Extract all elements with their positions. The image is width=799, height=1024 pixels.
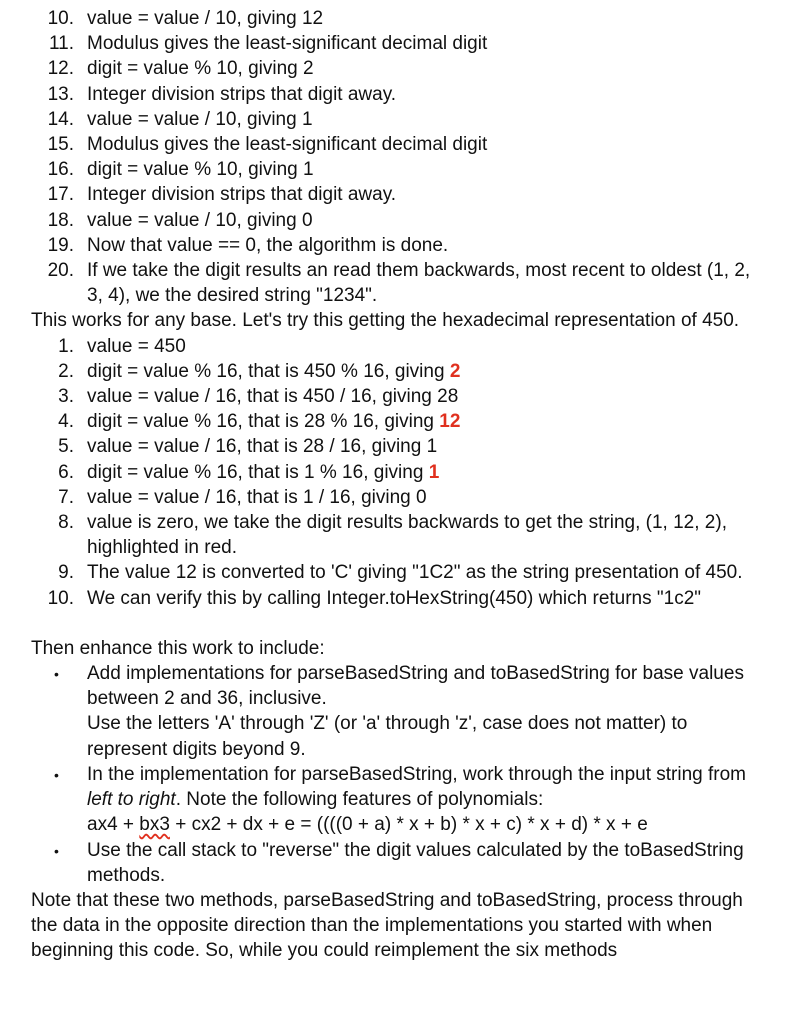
list-item: 10. We can verify this by calling Integer.toHexString(450) which returns "1c2" (47, 587, 702, 609)
list-item: 17. Integer division strips that digit away. (47, 184, 397, 206)
list-item: 18. value = value / 10, giving 0 (47, 209, 313, 231)
list-item: 8. value is zero, we take the digit results backwards to get the string, (1, 12, 2), highlighted in red. (58, 512, 727, 559)
list-item: 3. value = value / 16, that is 450 / 16, giving 28 (58, 386, 459, 408)
highlighted-digit: 1 (428, 461, 440, 483)
bullet-marker: • (54, 666, 59, 683)
bullet-marker: • (54, 842, 59, 859)
list-item: 11. Modulus gives the least-significant decimal digit (48, 33, 488, 55)
bullet-item: • Add implementations for parseBasedString and toBasedString for base values between 2 and 36, inclusive. Use the letters 'A' through 'Z' (or 'a' through 'z', case does not matter) to represent digits beyond 9. (54, 663, 744, 760)
list-item: 14. value = value / 10, giving 1 (47, 108, 313, 130)
bullet-item: • Use the call stack to "reverse" the digit values calculated by the toBasedString methods. (54, 839, 744, 886)
list-item: 4. digit = value % 16, that is 28 % 16, giving 12 (58, 411, 461, 433)
enhancement-bullets (31, 661, 771, 888)
list-item: 6. digit = value % 16, that is 1 % 16, giving 1 (58, 461, 440, 483)
list-item: 13. Integer division strips that digit away. (47, 83, 397, 105)
bullet-marker: • (54, 766, 59, 783)
document-body (31, 6, 771, 964)
spellcheck-underline: bx3 (139, 814, 170, 836)
hex-intro-paragraph: This works for any base. Let's try this getting the hexadecimal representation of 450. (31, 310, 740, 332)
list-item: 2. digit = value % 16, that is 450 % 16, giving 2 (58, 360, 461, 382)
polynomial-formula: ax4 + bx3 + cx2 + dx + e = ((((0 + a) * x + b) * x + c) * x + d) * x + e (87, 814, 648, 836)
hex-steps-list (31, 334, 771, 611)
list-item: 15. Modulus gives the least-significant decimal digit (47, 134, 488, 156)
highlighted-digit: 12 (439, 411, 461, 433)
list-item: 7. value = value / 16, that is 1 / 16, giving 0 (58, 486, 427, 508)
list-item: 1. value = 450 (58, 335, 186, 357)
closing-paragraph: Note that these two methods, parseBasedString and toBasedString, process through the data in the opposite direction than the implementations you started with when beginning this code. So, while you could reimplement the six methods (31, 889, 743, 962)
enhance-heading: Then enhance this work to include: (31, 637, 325, 659)
list-item: 9. The value 12 is converted to 'C' giving "1C2" as the string presentation of 450. (58, 562, 743, 584)
list-item: 20. If we take the digit results an read them backwards, most recent to oldest (1, 2, 3, 4), we the desired string "1234". (47, 260, 751, 307)
list-item: 12. digit = value % 10, giving 2 (47, 58, 314, 80)
spacer (31, 611, 771, 636)
list-item: 19. Now that value == 0, the algorithm is done. (47, 234, 449, 256)
list-item: 16. digit = value % 10, giving 1 (47, 159, 314, 181)
list-item: 10. value = value / 10, giving 12 (47, 8, 324, 29)
list-item: 5. value = value / 16, that is 28 / 16, giving 1 (58, 436, 438, 458)
bullet-item: • In the implementation for parseBasedString, work through the input string from left to right. Note the following features of polynomials: ax4 + bx3 + cx2 + dx + e = ((((0 + a) * x + b) * x + c) * x + d) * x + e (31, 762, 771, 838)
decimal-steps-list (31, 6, 771, 308)
highlighted-digit: 2 (449, 360, 461, 382)
